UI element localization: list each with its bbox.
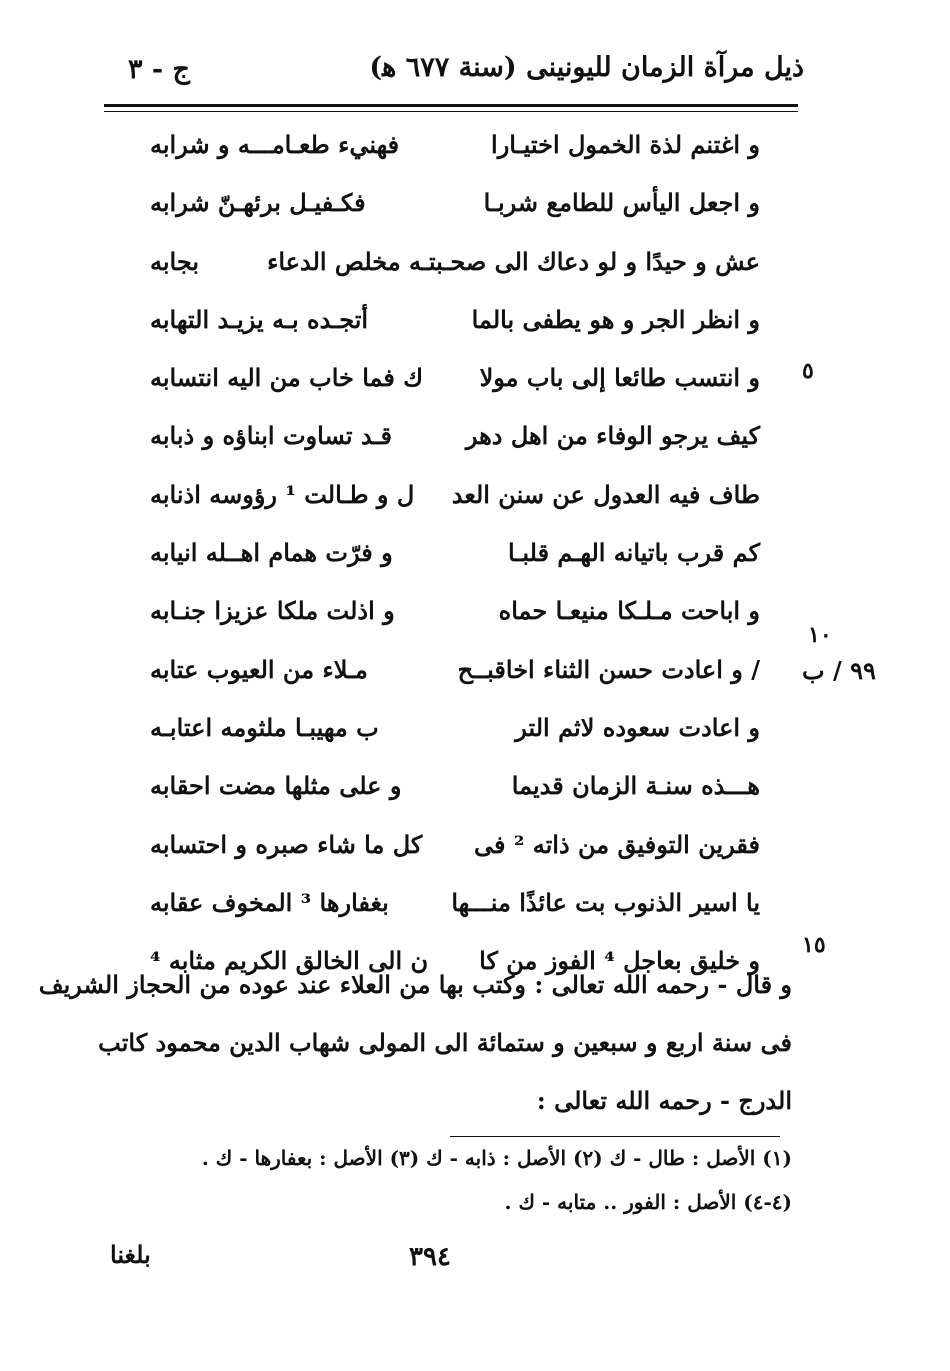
- second-hemistich: بغفارها ³ المخوف عقابه: [150, 887, 389, 917]
- second-hemistich: ن الى الخالق الكريم مثابه ⁴: [150, 946, 429, 976]
- second-hemistich: بجابه: [150, 246, 200, 276]
- second-hemistich: مـلاء من العيوب عتابه: [150, 654, 368, 684]
- first-hemistich: كيف يرجو الوفاء من اهل دهر: [465, 421, 760, 451]
- footnote-rule: [450, 1136, 780, 1137]
- footnote-line: (٤-٤) الأصل : الفور .. متابه - ك .: [504, 1190, 792, 1214]
- first-hemistich: و اعادت سعوده لاثم التر: [515, 712, 760, 742]
- footnotes: [110, 1146, 792, 1234]
- prose-paragraph: [38, 970, 792, 1144]
- second-hemistich: و فرّت همام اهــله انيابه: [150, 538, 393, 568]
- first-hemistich: يا اسير الذنوب بت عائذًا منـــها: [451, 887, 760, 917]
- page-number: ٣٩٤: [409, 1242, 451, 1272]
- second-hemistich: فهنيء طعـامـــه و شرابه: [150, 130, 400, 159]
- second-hemistich: أتجـده بـه يزيـد التهابه: [150, 304, 369, 334]
- verse-line: [150, 178, 760, 236]
- first-hemistich: و اباحت مـلـكا منيعـا حماه: [498, 596, 760, 626]
- poem: [150, 120, 760, 994]
- verse-line: [150, 761, 760, 819]
- verse-line: [150, 411, 760, 469]
- second-hemistich: ب مهيبـا ملثومه اعتابـه: [150, 712, 379, 742]
- prose-line: الدرج - رحمه الله تعالى :: [536, 1086, 792, 1115]
- prose-line: و قال - رحمه الله تعالى : وكتب بها من العلاء عند عوده من الحجاز الشريف: [38, 970, 792, 999]
- first-hemistich: فقرين التوفيق من ذاته ² فى: [474, 829, 760, 859]
- verse-line: [150, 353, 760, 411]
- second-hemistich: فكـفيـل برئهـنّ شرابه: [150, 188, 366, 218]
- first-hemistich: / و اعادت حسن الثناء اخاقبــح: [457, 654, 760, 684]
- first-hemistich: كم قرب باتيانه الهـم قلبـا: [508, 538, 760, 568]
- folio-marker: ٩٩ / ب: [802, 656, 876, 685]
- verse-line: [150, 703, 760, 761]
- first-hemistich: و خليق بعاجل ⁴ الفوز من كا: [479, 946, 760, 976]
- footnote-line: (١) الأصل : طال - ك (٢) الأصل : ذابه - ك (٣) الأصل : بعفارها - ك .: [201, 1146, 792, 1170]
- first-hemistich: و اغتنم لذة الخمول اختيـارا: [491, 130, 760, 159]
- first-hemistich: عش و حيدًا و لو دعاك الى صحـبتـه مخلص الدعاء: [267, 246, 760, 276]
- second-hemistich: ل و طـالت ¹ رؤوسه اذنابه: [150, 479, 415, 509]
- first-hemistich: و انتسب طائعا إلى باب مولا: [479, 363, 760, 393]
- first-hemistich: و انظر الجر و هو يطفى بالما: [471, 304, 760, 334]
- verse-line: [150, 528, 760, 586]
- second-hemistich: ك فما خاب من اليه انتسابه: [150, 363, 424, 393]
- running-title: ذيل مرآة الزمان لليونينى (سنة ٦٧٧ ﻫ): [369, 52, 804, 83]
- prose-line: فى سنة اربع و سبعين و ستمائة الى المولى شهاب الدين محمود كاتب: [98, 1028, 792, 1057]
- line-number-5: ٥: [802, 358, 814, 384]
- verse-line: [150, 120, 760, 178]
- verse-line: [150, 645, 760, 703]
- second-hemistich: قـد تساوت ابناؤه و ذبابه: [150, 421, 392, 451]
- second-hemistich: و على مثلها مضت احقابه: [150, 771, 402, 801]
- verse-line: [150, 586, 760, 644]
- line-number-10: ١٠: [808, 622, 832, 648]
- verse-line: [150, 470, 760, 528]
- first-hemistich: طاف فيه العدول عن سنن العد: [451, 479, 760, 509]
- verse-line: [150, 820, 760, 878]
- first-hemistich: و اجعل اليأس للطامع شربـا: [483, 188, 760, 218]
- volume-marker: ج - ٣: [128, 54, 190, 85]
- line-number-15: ١٥: [802, 932, 826, 958]
- verse-line: [150, 237, 760, 295]
- catchword: بلغنا: [110, 1240, 151, 1269]
- header-rule-thin: [104, 111, 798, 112]
- second-hemistich: و اذلت ملكا عزيزا جنـابه: [150, 596, 395, 626]
- first-hemistich: هـــذه سنـة الزمان قديما: [511, 771, 760, 801]
- header-rule-thick: [104, 104, 798, 107]
- second-hemistich: كل ما شاء صبره و احتسابه: [150, 829, 423, 859]
- verse-line: [150, 295, 760, 353]
- verse-line: [150, 878, 760, 936]
